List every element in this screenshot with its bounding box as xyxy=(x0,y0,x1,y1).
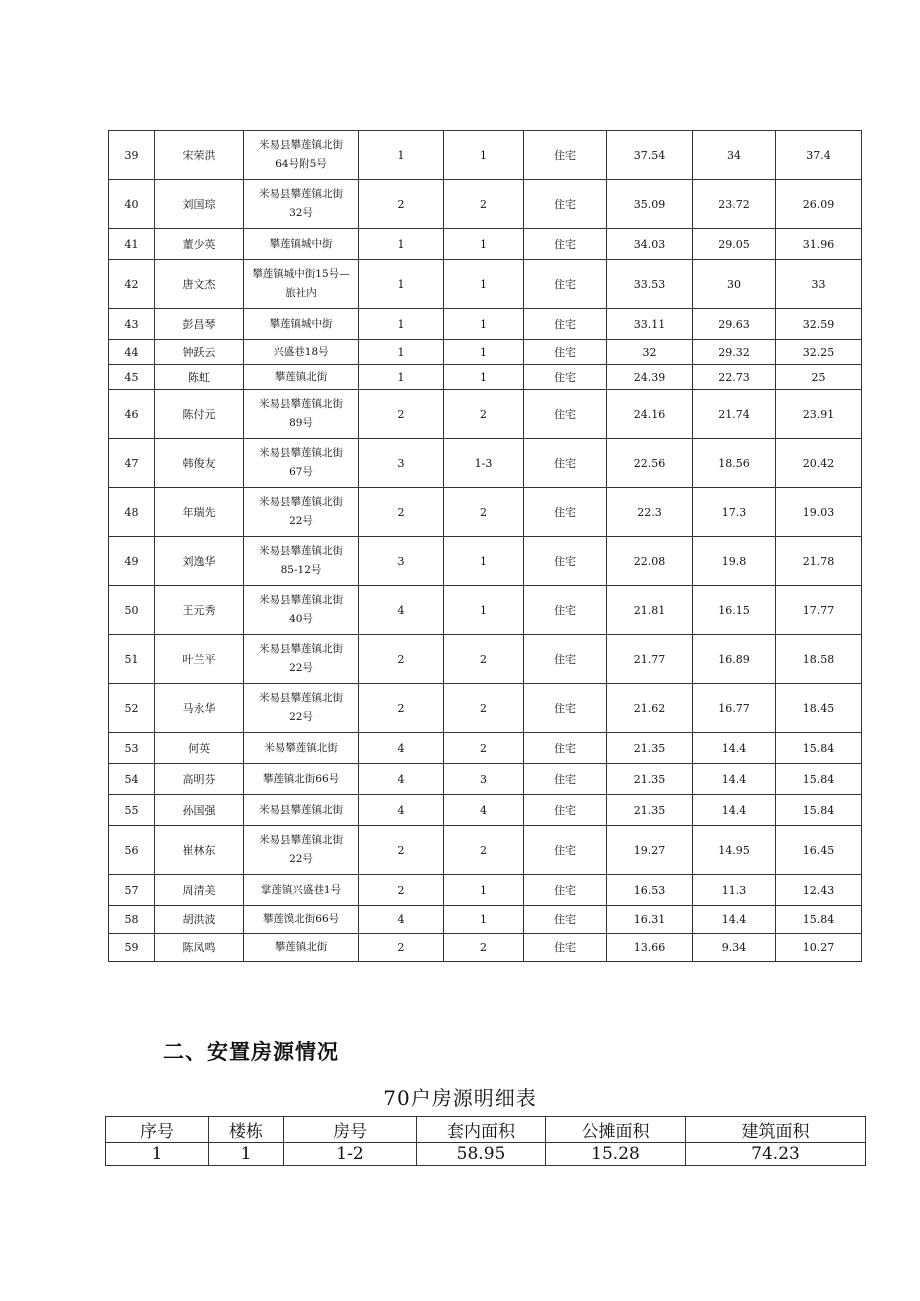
row-number-cell: 46 xyxy=(109,390,155,439)
count-b-cell: 2 xyxy=(444,684,524,733)
address-line: 攀莲镇北街 xyxy=(274,370,328,383)
row-number-cell: 52 xyxy=(109,684,155,733)
address-cell xyxy=(244,229,359,260)
house-type-cell: 住宅 xyxy=(524,934,607,962)
area-a-cell: 24.16 xyxy=(607,390,693,439)
table-cell: 58.95 xyxy=(417,1143,546,1166)
table-row xyxy=(109,131,862,180)
area-c-cell: 19.03 xyxy=(776,488,862,537)
area-a-cell: 22.08 xyxy=(607,537,693,586)
address-line: 米易县攀莲镇北街 xyxy=(259,643,343,655)
area-a-cell: 33.11 xyxy=(607,309,693,340)
area-a-cell: 37.54 xyxy=(607,131,693,180)
count-b-cell: 2 xyxy=(444,733,524,764)
row-number-cell: 41 xyxy=(109,229,155,260)
count-b-cell: 2 xyxy=(444,934,524,962)
area-c-cell: 16.45 xyxy=(776,826,862,875)
count-a-cell: 2 xyxy=(359,390,444,439)
count-a-cell: 4 xyxy=(359,906,444,934)
area-c-cell: 26.09 xyxy=(776,180,862,229)
area-c-cell: 37.4 xyxy=(776,131,862,180)
house-type-cell: 住宅 xyxy=(524,586,607,635)
address-line: 米易县攀莲镇北街 xyxy=(259,398,343,410)
housing-table-title: 70户房源明细表 xyxy=(383,1086,537,1110)
address-line: 米易县攀莲镇北街 xyxy=(259,496,343,508)
address-cell xyxy=(244,764,359,795)
address-cell xyxy=(244,180,359,229)
count-a-cell: 2 xyxy=(359,934,444,962)
house-type-cell: 住宅 xyxy=(524,260,607,309)
resident-name-cell: 陈凤鸣 xyxy=(155,934,244,962)
house-type-cell: 住宅 xyxy=(524,229,607,260)
address-line: 85-12号 xyxy=(280,564,322,576)
resident-name-cell: 彭昌琴 xyxy=(155,309,244,340)
row-number-cell: 43 xyxy=(109,309,155,340)
count-a-cell: 1 xyxy=(359,340,444,365)
address-cell xyxy=(244,733,359,764)
table-row xyxy=(109,934,862,962)
table-row xyxy=(109,439,862,488)
address-line: 米易县攀莲镇北街 xyxy=(259,545,343,557)
address-cell xyxy=(244,260,359,309)
address-line: 攀莲镇城中街 xyxy=(269,237,333,250)
area-a-cell: 21.35 xyxy=(607,764,693,795)
address-cell xyxy=(244,684,359,733)
area-b-cell: 16.89 xyxy=(693,635,776,684)
area-c-cell: 25 xyxy=(776,365,862,390)
count-a-cell: 4 xyxy=(359,733,444,764)
table-row xyxy=(109,795,862,826)
resident-name-cell: 韩俊友 xyxy=(155,439,244,488)
area-b-cell: 11.3 xyxy=(693,875,776,906)
resident-name-cell: 陈付元 xyxy=(155,390,244,439)
count-a-cell: 2 xyxy=(359,826,444,875)
header-cell: 套内面积 xyxy=(417,1117,546,1143)
area-b-cell: 30 xyxy=(693,260,776,309)
count-a-cell: 2 xyxy=(359,180,444,229)
count-b-cell: 1 xyxy=(444,340,524,365)
area-a-cell: 24.39 xyxy=(607,365,693,390)
count-b-cell: 2 xyxy=(444,488,524,537)
area-a-cell: 13.66 xyxy=(607,934,693,962)
address-line: 22号 xyxy=(289,711,313,723)
resident-name-cell: 叶兰平 xyxy=(155,635,244,684)
housing-table-header-row xyxy=(106,1117,866,1143)
table-row xyxy=(109,875,862,906)
address-cell xyxy=(244,390,359,439)
table-row xyxy=(109,733,862,764)
area-c-cell: 18.58 xyxy=(776,635,862,684)
row-number-cell: 40 xyxy=(109,180,155,229)
house-type-cell: 住宅 xyxy=(524,684,607,733)
header-cell: 建筑面积 xyxy=(686,1117,866,1143)
address-cell xyxy=(244,439,359,488)
house-type-cell: 住宅 xyxy=(524,340,607,365)
area-c-cell: 18.45 xyxy=(776,684,862,733)
area-c-cell: 23.91 xyxy=(776,390,862,439)
area-a-cell: 19.27 xyxy=(607,826,693,875)
resident-name-cell: 宋荣洪 xyxy=(155,131,244,180)
resident-name-cell: 董少英 xyxy=(155,229,244,260)
area-b-cell: 19.8 xyxy=(693,537,776,586)
table-cell: 1 xyxy=(209,1143,284,1166)
table-cell: 15.28 xyxy=(546,1143,686,1166)
header-cell: 序号 xyxy=(106,1117,209,1143)
row-number-cell: 53 xyxy=(109,733,155,764)
address-cell xyxy=(244,906,359,934)
address-line: 米易攀莲镇北街 xyxy=(264,741,338,754)
row-number-cell: 48 xyxy=(109,488,155,537)
address-cell xyxy=(244,365,359,390)
address-cell xyxy=(244,795,359,826)
address-cell xyxy=(244,537,359,586)
resident-table xyxy=(108,130,862,962)
resident-name-cell: 王元秀 xyxy=(155,586,244,635)
area-a-cell: 16.53 xyxy=(607,875,693,906)
area-a-cell: 32 xyxy=(607,340,693,365)
row-number-cell: 49 xyxy=(109,537,155,586)
count-a-cell: 3 xyxy=(359,537,444,586)
table-cell: 74.23 xyxy=(686,1143,866,1166)
area-b-cell: 29.63 xyxy=(693,309,776,340)
count-b-cell: 2 xyxy=(444,826,524,875)
table-row xyxy=(109,906,862,934)
area-b-cell: 34 xyxy=(693,131,776,180)
table-row xyxy=(106,1143,866,1166)
count-a-cell: 4 xyxy=(359,764,444,795)
table-row xyxy=(109,365,862,390)
count-a-cell: 2 xyxy=(359,684,444,733)
table-row xyxy=(109,826,862,875)
count-b-cell: 2 xyxy=(444,390,524,439)
address-line: 攀莲镇城中街 xyxy=(269,317,333,330)
count-b-cell: 1 xyxy=(444,586,524,635)
count-b-cell: 1 xyxy=(444,365,524,390)
address-line: 米易县攀莲镇北街 xyxy=(259,594,343,606)
address-line: 22号 xyxy=(289,515,313,527)
count-b-cell: 1 xyxy=(444,906,524,934)
table-row xyxy=(109,684,862,733)
resident-name-cell: 高明芬 xyxy=(155,764,244,795)
resident-name-cell: 刘国琮 xyxy=(155,180,244,229)
address-cell xyxy=(244,488,359,537)
area-b-cell: 18.56 xyxy=(693,439,776,488)
house-type-cell: 住宅 xyxy=(524,875,607,906)
area-b-cell: 21.74 xyxy=(693,390,776,439)
address-line: 米易县攀莲镇北街 xyxy=(259,834,343,846)
address-line: 32号 xyxy=(289,207,313,219)
area-c-cell: 15.84 xyxy=(776,733,862,764)
house-type-cell: 住宅 xyxy=(524,365,607,390)
address-cell xyxy=(244,131,359,180)
count-a-cell: 4 xyxy=(359,586,444,635)
row-number-cell: 47 xyxy=(109,439,155,488)
area-c-cell: 15.84 xyxy=(776,764,862,795)
count-a-cell: 1 xyxy=(359,131,444,180)
address-line: 22号 xyxy=(289,662,313,674)
house-type-cell: 住宅 xyxy=(524,635,607,684)
address-line: 兴盛巷18号 xyxy=(273,345,329,358)
header-cell: 楼栋 xyxy=(209,1117,284,1143)
table-row xyxy=(109,180,862,229)
area-b-cell: 23.72 xyxy=(693,180,776,229)
row-number-cell: 44 xyxy=(109,340,155,365)
address-line: 米易县攀莲镇北街 xyxy=(259,139,343,151)
housing-table xyxy=(105,1116,866,1166)
area-b-cell: 16.77 xyxy=(693,684,776,733)
count-a-cell: 4 xyxy=(359,795,444,826)
area-c-cell: 21.78 xyxy=(776,537,862,586)
header-cell: 房号 xyxy=(284,1117,417,1143)
table-row xyxy=(109,488,862,537)
section-heading: 二、安置房源情况 xyxy=(163,1040,339,1064)
area-b-cell: 29.05 xyxy=(693,229,776,260)
address-line: 89号 xyxy=(289,417,313,429)
resident-name-cell: 刘逸华 xyxy=(155,537,244,586)
house-type-cell: 住宅 xyxy=(524,826,607,875)
count-b-cell: 3 xyxy=(444,764,524,795)
area-c-cell: 15.84 xyxy=(776,906,862,934)
count-b-cell: 1 xyxy=(444,260,524,309)
address-cell xyxy=(244,340,359,365)
area-b-cell: 16.15 xyxy=(693,586,776,635)
row-number-cell: 55 xyxy=(109,795,155,826)
address-line: 米易县攀莲镇北街 xyxy=(259,692,343,704)
area-c-cell: 33 xyxy=(776,260,862,309)
area-a-cell: 34.03 xyxy=(607,229,693,260)
count-a-cell: 1 xyxy=(359,365,444,390)
house-type-cell: 住宅 xyxy=(524,537,607,586)
row-number-cell: 56 xyxy=(109,826,155,875)
address-line: 米易县攀莲镇北街 xyxy=(259,447,343,459)
count-b-cell: 1 xyxy=(444,229,524,260)
house-type-cell: 住宅 xyxy=(524,488,607,537)
count-a-cell: 2 xyxy=(359,488,444,537)
address-line: 64号附5号 xyxy=(275,158,327,170)
resident-name-cell: 周清美 xyxy=(155,875,244,906)
row-number-cell: 57 xyxy=(109,875,155,906)
house-type-cell: 住宅 xyxy=(524,906,607,934)
address-cell xyxy=(244,934,359,962)
area-b-cell: 29.32 xyxy=(693,340,776,365)
area-b-cell: 14.4 xyxy=(693,733,776,764)
area-a-cell: 21.77 xyxy=(607,635,693,684)
address-cell xyxy=(244,875,359,906)
area-b-cell: 14.95 xyxy=(693,826,776,875)
address-line: 67号 xyxy=(289,466,313,478)
area-c-cell: 12.43 xyxy=(776,875,862,906)
table-cell: 1 xyxy=(106,1143,209,1166)
row-number-cell: 42 xyxy=(109,260,155,309)
count-b-cell: 1-3 xyxy=(444,439,524,488)
address-line: 掌莲镇兴盛巷1号 xyxy=(260,883,342,896)
area-a-cell: 22.3 xyxy=(607,488,693,537)
house-type-cell: 住宅 xyxy=(524,764,607,795)
table-row xyxy=(109,586,862,635)
area-a-cell: 16.31 xyxy=(607,906,693,934)
resident-name-cell: 胡洪波 xyxy=(155,906,244,934)
count-b-cell: 4 xyxy=(444,795,524,826)
house-type-cell: 住宅 xyxy=(524,309,607,340)
table-row xyxy=(109,537,862,586)
area-c-cell: 32.25 xyxy=(776,340,862,365)
area-b-cell: 14.4 xyxy=(693,906,776,934)
area-a-cell: 21.35 xyxy=(607,795,693,826)
house-type-cell: 住宅 xyxy=(524,131,607,180)
area-c-cell: 20.42 xyxy=(776,439,862,488)
table-cell: 1-2 xyxy=(284,1143,417,1166)
house-type-cell: 住宅 xyxy=(524,439,607,488)
resident-name-cell: 马永华 xyxy=(155,684,244,733)
address-line: 米易县攀莲镇北街 xyxy=(259,188,343,200)
row-number-cell: 45 xyxy=(109,365,155,390)
house-type-cell: 住宅 xyxy=(524,733,607,764)
resident-name-cell: 陈虹 xyxy=(155,365,244,390)
count-b-cell: 1 xyxy=(444,537,524,586)
house-type-cell: 住宅 xyxy=(524,390,607,439)
house-type-cell: 住宅 xyxy=(524,180,607,229)
area-a-cell: 21.81 xyxy=(607,586,693,635)
address-cell xyxy=(244,635,359,684)
count-a-cell: 1 xyxy=(359,309,444,340)
resident-name-cell: 孙国强 xyxy=(155,795,244,826)
table-row xyxy=(109,764,862,795)
area-b-cell: 14.4 xyxy=(693,795,776,826)
resident-name-cell: 钟跃云 xyxy=(155,340,244,365)
area-a-cell: 22.56 xyxy=(607,439,693,488)
count-b-cell: 1 xyxy=(444,875,524,906)
table-row xyxy=(109,309,862,340)
address-cell xyxy=(244,309,359,340)
address-line: 攀莲馍北街66号 xyxy=(262,913,340,925)
area-a-cell: 35.09 xyxy=(607,180,693,229)
address-cell xyxy=(244,586,359,635)
table-row xyxy=(109,390,862,439)
header-cell: 公摊面积 xyxy=(546,1117,686,1143)
address-cell xyxy=(244,826,359,875)
house-type-cell: 住宅 xyxy=(524,795,607,826)
address-line: 攀莲镇城中街15号— xyxy=(252,268,350,280)
address-line: 旅社内 xyxy=(285,287,317,299)
table-row xyxy=(109,229,862,260)
row-number-cell: 51 xyxy=(109,635,155,684)
area-b-cell: 17.3 xyxy=(693,488,776,537)
count-b-cell: 2 xyxy=(444,180,524,229)
table-row xyxy=(109,260,862,309)
address-line: 攀莲镇北街66号 xyxy=(262,772,340,785)
count-a-cell: 2 xyxy=(359,635,444,684)
area-b-cell: 9.34 xyxy=(693,934,776,962)
address-line: 米易县攀莲镇北街 xyxy=(259,803,343,816)
area-a-cell: 21.62 xyxy=(607,684,693,733)
count-a-cell: 1 xyxy=(359,260,444,309)
resident-name-cell: 唐文杰 xyxy=(155,260,244,309)
count-b-cell: 1 xyxy=(444,131,524,180)
area-c-cell: 17.77 xyxy=(776,586,862,635)
area-c-cell: 15.84 xyxy=(776,795,862,826)
count-a-cell: 1 xyxy=(359,229,444,260)
area-b-cell: 22.73 xyxy=(693,365,776,390)
count-b-cell: 2 xyxy=(444,635,524,684)
resident-name-cell: 崔林东 xyxy=(155,826,244,875)
count-b-cell: 1 xyxy=(444,309,524,340)
row-number-cell: 58 xyxy=(109,906,155,934)
address-line: 40号 xyxy=(289,613,313,625)
table-row xyxy=(109,635,862,684)
resident-name-cell: 年瑞先 xyxy=(155,488,244,537)
resident-name-cell: 何英 xyxy=(155,733,244,764)
table-row xyxy=(109,340,862,365)
row-number-cell: 59 xyxy=(109,934,155,962)
area-c-cell: 31.96 xyxy=(776,229,862,260)
address-line: 22号 xyxy=(289,853,313,865)
area-b-cell: 14.4 xyxy=(693,764,776,795)
area-c-cell: 32.59 xyxy=(776,309,862,340)
count-a-cell: 3 xyxy=(359,439,444,488)
area-c-cell: 10.27 xyxy=(776,934,862,962)
address-line: 攀莲镇北街 xyxy=(274,941,328,953)
area-a-cell: 33.53 xyxy=(607,260,693,309)
count-a-cell: 2 xyxy=(359,875,444,906)
row-number-cell: 54 xyxy=(109,764,155,795)
area-a-cell: 21.35 xyxy=(607,733,693,764)
row-number-cell: 39 xyxy=(109,131,155,180)
row-number-cell: 50 xyxy=(109,586,155,635)
